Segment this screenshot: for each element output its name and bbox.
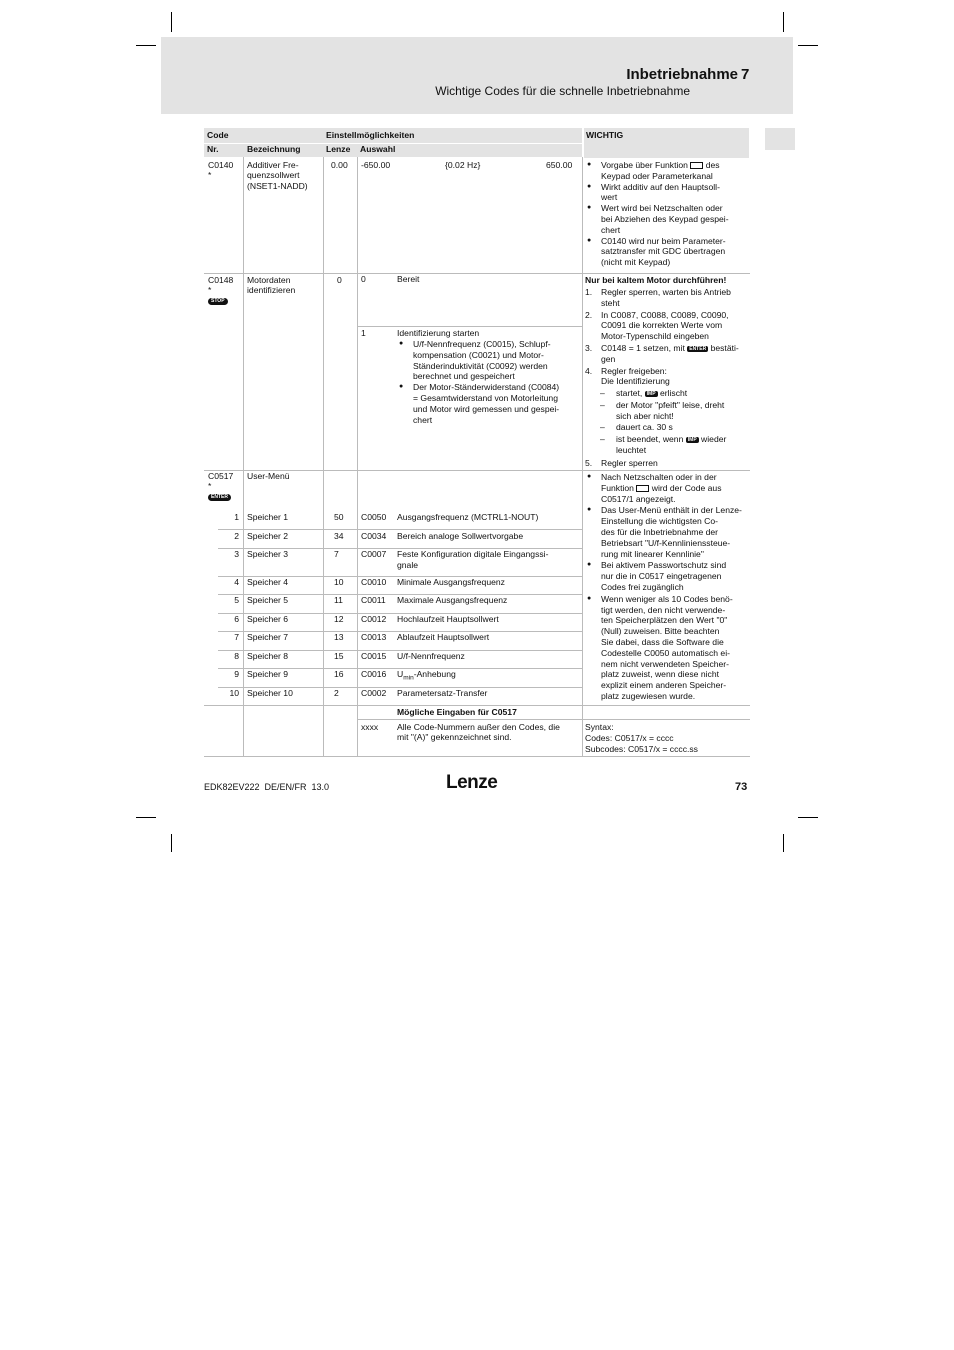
c0140-bez-1: Additiver Fre-	[247, 160, 299, 170]
memory-index: 2	[234, 531, 239, 541]
memory-name: Speicher 4	[247, 577, 289, 587]
c0148-star: *	[208, 285, 212, 295]
c0140-notes	[585, 160, 729, 268]
grid-line	[218, 594, 582, 595]
grid-line	[358, 719, 750, 720]
page-title: Inbetriebnahme	[626, 66, 738, 83]
crop-mark	[798, 45, 818, 46]
memory-code: C0007	[361, 549, 387, 559]
memory-name: Speicher 5	[247, 595, 289, 605]
memory-name: Speicher 8	[247, 651, 289, 661]
substep: – startet, IMP erlischt	[600, 388, 726, 399]
grid-line	[582, 157, 583, 757]
substep: – ist beendet, wenn IMP wieder leuchtet	[600, 434, 726, 456]
grid-line	[357, 157, 358, 757]
col-code: Code	[207, 130, 229, 140]
memory-code: C0013	[361, 632, 387, 642]
c0140-star: *	[208, 170, 212, 180]
memory-index: 6	[234, 614, 239, 624]
grid-line	[218, 576, 582, 577]
enter-key-icon: ENTER	[689, 345, 707, 352]
memory-lenze: 50	[334, 512, 344, 522]
memory-lenze: 15	[334, 651, 344, 661]
desc-part: U	[397, 669, 404, 679]
memory-name: Speicher 3	[247, 549, 289, 559]
doc-id: EDK82EV222 DE/EN/FR 13.0	[204, 782, 330, 792]
syntax-2: Codes: C0517/x = cccc	[585, 733, 674, 743]
memory-desc: Minimale Ausgangsfrequenz	[397, 577, 505, 587]
grid-line	[218, 613, 582, 614]
memory-desc: Ablaufzeit Hauptsollwert	[397, 632, 490, 642]
memory-index: 7	[234, 632, 239, 642]
c0148-opt0-val: 0	[361, 274, 366, 284]
keypad-icon	[636, 485, 649, 492]
memory-code: C0034	[361, 531, 387, 541]
crop-mark	[798, 817, 818, 818]
memory-desc	[397, 669, 456, 685]
possible-inputs-title: Mögliche Eingaben für C0517	[397, 707, 517, 717]
memory-index: 10	[229, 688, 239, 698]
memory-desc: Hochlaufzeit Hauptsollwert	[397, 614, 499, 624]
stop-key-icon: STOP	[208, 298, 228, 305]
grid-line	[323, 157, 324, 757]
grid-line	[218, 668, 582, 669]
c0148-opt1-bullets	[397, 339, 559, 425]
memory-name: Speicher 6	[247, 614, 289, 624]
lenze-logo: Lenze	[446, 772, 498, 793]
substep: – dauert ca. 30 s	[600, 422, 726, 433]
imp-key-icon: IMP	[646, 390, 656, 397]
step: 2. In C0087, C0088, C0089, C0090, C0091 die korrekten Werte vom Motor-Typenschild eingeben	[585, 309, 729, 342]
step: 4. Regler freigeben: Die Identifizierung	[585, 365, 670, 387]
bullet: ● Der Motor-Ständerwiderstand (C0084) = Gesamtwiderstand von Motorleitung und Motor wird gemessen und gespei- chert	[397, 382, 559, 425]
memory-index: 1	[234, 512, 239, 522]
memory-name: Speicher 1	[247, 512, 289, 522]
memory-lenze: 2	[334, 688, 339, 698]
memory-index: 8	[234, 651, 239, 661]
chapter-number: 7	[741, 66, 750, 83]
imp-key-icon: IMP	[687, 436, 697, 443]
grid-line	[243, 157, 244, 757]
memory-lenze: 34	[334, 531, 344, 541]
crop-mark	[783, 12, 784, 32]
note: ● Wenn weniger als 10 Codes benö- tigt werden, den nicht verwende- ten Speicherplätzen den Wert "0" (Null) zuweisen. Bitte beachten Sie dabei, dass die Software die Codestelle C0050 automatisch ei- nem nicht verwendeten Speicher- platz zuweist, wenn diese nicht explizit einem anderen Speicher- platz zugewiesen wurde.	[585, 594, 742, 702]
memory-name: Speicher 9	[247, 669, 289, 679]
note: ● Das User-Menü enthält in der Lenze- Einstellung die wichtigsten Co- des für die Inbetriebnahme der Betriebsart "U/f-Kennlinienssteue- rung mit linearer Kennlinie"	[585, 505, 742, 559]
bullet: ● U/f-Nennfrequenz (C0015), Schlupf- kompensation (C0021) und Motor- Ständerinduktivität (C0092) werden berechnet und gespeichert	[397, 339, 559, 382]
note: ● Bei aktivem Passwortschutz sind nur die in C0517 eingetragenen Codes frei zugänglich	[585, 560, 742, 592]
col-auswahl: Auswahl	[360, 144, 396, 154]
page-subtitle: Wichtige Codes für die schnelle Inbetriebnahme	[435, 84, 690, 98]
note: ● Wirkt additiv auf den Hauptsoll- wert	[585, 182, 729, 204]
memory-desc: U/f-Nennfrequenz	[397, 651, 465, 661]
note: ● Vorgabe über Funktion des Keypad oder Parameterkanal	[585, 160, 729, 182]
memory-code: C0016	[361, 669, 387, 679]
c0517-nr: C0517	[208, 471, 234, 481]
c0148-opt1-label: Identifizierung starten	[397, 328, 480, 338]
col-einstell: Einstellmöglichkeiten	[326, 130, 415, 140]
memory-lenze: 12	[334, 614, 344, 624]
substep: – der Motor "pfeift" leise, dreht sich aber nicht!	[600, 400, 726, 422]
c0517-notes	[585, 472, 742, 702]
c0148-substeps	[600, 388, 726, 456]
page-number: 73	[735, 781, 748, 793]
grid-line	[204, 756, 750, 757]
crop-mark	[783, 834, 784, 852]
grid-line	[218, 650, 582, 651]
xxxx-desc-2: mit "(A)" gekennzeichnet sind.	[397, 732, 512, 742]
memory-lenze: 13	[334, 632, 344, 642]
side-tab	[765, 128, 795, 150]
memory-code: C0015	[361, 651, 387, 661]
memory-lenze: 16	[334, 669, 344, 679]
memory-code: C0010	[361, 577, 387, 587]
memory-desc: Maximale Ausgangsfrequenz	[397, 595, 508, 605]
xxxx-label: xxxx	[361, 722, 379, 732]
c0148-bez-1: Motordaten	[247, 275, 291, 285]
c0148-notes-title: Nur bei kaltem Motor durchführen!	[585, 275, 727, 285]
syntax-1: Syntax:	[585, 722, 614, 732]
c0148-step5-n: 5.	[585, 458, 593, 468]
c0140-step: {0.02 Hz}	[445, 160, 481, 170]
memory-code: C0011	[361, 595, 386, 605]
grid-line	[218, 687, 582, 688]
c0148-bez-2: identifizieren	[247, 285, 296, 295]
memory-index: 5	[234, 595, 239, 605]
grid-line	[204, 273, 750, 274]
memory-index: 4	[234, 577, 239, 587]
memory-lenze: 10	[334, 577, 344, 587]
crop-mark	[136, 817, 156, 818]
grid-line	[204, 705, 750, 706]
col-nr: Nr.	[207, 144, 219, 154]
c0148-step5-text: Regler sperren	[601, 458, 658, 468]
crop-mark	[136, 45, 156, 46]
memory-lenze: 7	[334, 549, 339, 559]
c0148-nr: C0148	[208, 275, 234, 285]
xxxx-desc-1: Alle Code-Nummern außer den Codes, die	[397, 722, 560, 732]
step: 3. C0148 = 1 setzen, mit ENTER bestäti- gen	[585, 342, 739, 364]
memory-name: Speicher 2	[247, 531, 289, 541]
crop-mark	[171, 12, 172, 32]
memory-desc: gnale	[397, 559, 419, 570]
grid-line	[218, 631, 582, 632]
memory-index: 3	[234, 549, 239, 559]
memory-name: Speicher 10	[247, 688, 293, 698]
memory-code: C0012	[361, 614, 387, 624]
memory-code: C0002	[361, 688, 387, 698]
c0517-bez: User-Menü	[247, 471, 290, 481]
c0148-steps	[585, 287, 739, 387]
step: 1. Regler sperren, warten bis Antrieb steht	[585, 287, 731, 308]
c0148-lenze: 0	[337, 275, 342, 285]
keypad-icon	[690, 162, 703, 169]
syntax-3: Subcodes: C0517/x = cccc.ss	[585, 744, 698, 754]
desc-part: -Anhebung	[413, 669, 456, 679]
c0140-bez-3: (NSET1-NADD)	[247, 181, 308, 191]
memory-desc: Ausgangsfrequenz (MCTRL1-NOUT)	[397, 512, 539, 522]
c0148-opt1-val: 1	[361, 328, 366, 338]
c0148-opt0-label: Bereit	[397, 274, 420, 284]
memory-desc: Feste Konfiguration digitale Eingangssi-	[397, 549, 549, 559]
memory-desc: Bereich analoge Sollwertvorgabe	[397, 531, 524, 541]
note: ● Nach Netzschalten oder in der Funktion wird der Code aus C0517/1 angezeigt.	[585, 472, 742, 504]
enter-key-icon: ENTER	[208, 494, 231, 501]
col-lenze: Lenze	[326, 144, 351, 154]
col-wichtig: WICHTIG	[586, 130, 624, 140]
grid-line	[358, 326, 582, 327]
c0140-bez-2: quenzsollwert	[247, 170, 300, 180]
grid-line	[218, 529, 582, 530]
memory-code: C0050	[361, 512, 387, 522]
crop-mark	[171, 834, 172, 852]
grid-line	[218, 548, 582, 549]
memory-lenze: 11	[334, 595, 343, 605]
c0140-nr: C0140	[208, 160, 234, 170]
desc-subscript: min	[403, 674, 414, 682]
col-bezeichnung: Bezeichnung	[247, 144, 301, 154]
note: ● C0140 wird nur beim Parameter- satztransfer mit GDC übertragen (nicht mit Keypad)	[585, 236, 729, 268]
c0517-star: *	[208, 481, 212, 491]
c0140-min: -650.00	[361, 160, 391, 170]
c0140-lenze: 0.00	[331, 160, 348, 170]
memory-index: 9	[234, 669, 239, 679]
memory-desc: Parametersatz-Transfer	[397, 688, 488, 698]
note: ● Wert wird bei Netzschalten oder bei Abziehen des Keypad gespei- chert	[585, 203, 729, 235]
c0140-max: 650.00	[546, 160, 573, 170]
memory-name: Speicher 7	[247, 632, 289, 642]
